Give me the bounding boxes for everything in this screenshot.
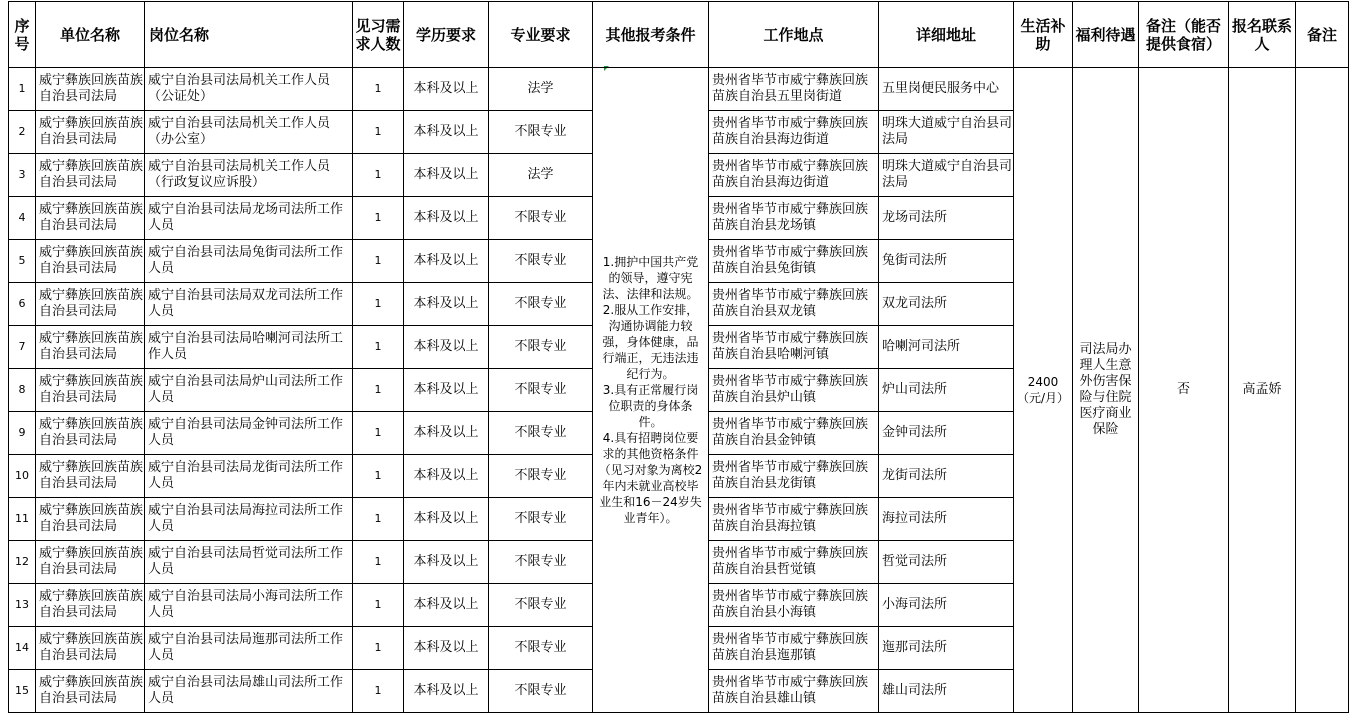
row-seq: 7: [9, 326, 36, 369]
row-headcount: 1: [353, 154, 404, 197]
row-unit: 威宁彝族回族苗族自治县司法局: [36, 670, 145, 713]
row-unit: 威宁彝族回族苗族自治县司法局: [36, 197, 145, 240]
row-work-place: 贵州省毕节市威宁彝族回族苗族自治县双龙镇: [709, 283, 879, 326]
condition-item: 1.拥护中国共产党的领导，遵守宪法、法律和法规。: [602, 255, 699, 301]
row-major: 法学: [489, 68, 593, 111]
row-headcount: 1: [353, 283, 404, 326]
row-post: 威宁自治县司法局哈喇河司法所工作人员: [145, 326, 353, 369]
row-headcount: 1: [353, 240, 404, 283]
row-address: 明珠大道威宁自治县司法局: [879, 154, 1014, 197]
row-education: 本科及以上: [404, 369, 489, 412]
recruitment-table: [8, 1, 1349, 713]
row-education: 本科及以上: [404, 670, 489, 713]
row-unit: 威宁彝族回族苗族自治县司法局: [36, 369, 145, 412]
row-post: 威宁自治县司法局兔街司法所工作人员: [145, 240, 353, 283]
remark-cell: [1296, 68, 1349, 713]
row-unit: 威宁彝族回族苗族自治县司法局: [36, 627, 145, 670]
row-address: 龙街司法所: [879, 455, 1014, 498]
row-headcount: 1: [353, 369, 404, 412]
row-headcount: 1: [353, 541, 404, 584]
header-edu: 学历要求: [404, 2, 489, 68]
row-headcount: 1: [353, 197, 404, 240]
header-place: 工作地点: [709, 2, 879, 68]
row-major: 不限专业: [489, 584, 593, 627]
row-post: 威宁自治县司法局机关工作人员（行政复议应诉股）: [145, 154, 353, 197]
row-headcount: 1: [353, 455, 404, 498]
header-unit: 单位名称: [36, 2, 145, 68]
row-headcount: 1: [353, 412, 404, 455]
row-address: 海拉司法所: [879, 498, 1014, 541]
condition-item: 3.具有正常履行岗位职责的身体条件。: [602, 383, 699, 429]
row-education: 本科及以上: [404, 240, 489, 283]
row-post: 威宁自治县司法局迤那司法所工作人员: [145, 627, 353, 670]
row-work-place: 贵州省毕节市威宁彝族回族苗族自治县海边街道: [709, 111, 879, 154]
row-address: 双龙司法所: [879, 283, 1014, 326]
header-addr: 详细地址: [879, 2, 1014, 68]
row-education: 本科及以上: [404, 283, 489, 326]
row-seq: 12: [9, 541, 36, 584]
row-work-place: 贵州省毕节市威宁彝族回族苗族自治县五里岗街道: [709, 68, 879, 111]
row-major: 不限专业: [489, 197, 593, 240]
row-work-place: 贵州省毕节市威宁彝族回族苗族自治县海拉镇: [709, 498, 879, 541]
table-row: [9, 68, 1349, 111]
row-seq: 3: [9, 154, 36, 197]
header-contact: 报名联系人: [1229, 2, 1296, 68]
row-address: 五里岗便民服务中心: [879, 68, 1014, 111]
row-major: 不限专业: [489, 412, 593, 455]
header-post: 岗位名称: [145, 2, 353, 68]
row-address: 炉山司法所: [879, 369, 1014, 412]
row-unit: 威宁彝族回族苗族自治县司法局: [36, 412, 145, 455]
row-post: 威宁自治县司法局机关工作人员（公证处）: [145, 68, 353, 111]
row-unit: 威宁彝族回族苗族自治县司法局: [36, 240, 145, 283]
row-address: 明珠大道威宁自治县司法局: [879, 111, 1014, 154]
row-headcount: 1: [353, 68, 404, 111]
row-post: 威宁自治县司法局海拉司法所工作人员: [145, 498, 353, 541]
row-seq: 13: [9, 584, 36, 627]
remark-meal-cell: 否: [1139, 68, 1229, 713]
row-address: 迤那司法所: [879, 627, 1014, 670]
header-other: 其他报考条件: [593, 2, 709, 68]
row-major: 不限专业: [489, 111, 593, 154]
row-work-place: 贵州省毕节市威宁彝族回族苗族自治县海边街道: [709, 154, 879, 197]
row-post: 威宁自治县司法局金钟司法所工作人员: [145, 412, 353, 455]
row-seq: 5: [9, 240, 36, 283]
row-seq: 10: [9, 455, 36, 498]
header-subsidy: 生活补助: [1014, 2, 1073, 68]
row-seq: 9: [9, 412, 36, 455]
row-major: 法学: [489, 154, 593, 197]
row-headcount: 1: [353, 584, 404, 627]
row-major: 不限专业: [489, 670, 593, 713]
row-work-place: 贵州省毕节市威宁彝族回族苗族自治县炉山镇: [709, 369, 879, 412]
row-address: 兔街司法所: [879, 240, 1014, 283]
row-post: 威宁自治县司法局双龙司法所工作人员: [145, 283, 353, 326]
row-post: 威宁自治县司法局哲觉司法所工作人员: [145, 541, 353, 584]
row-major: 不限专业: [489, 240, 593, 283]
table-body: [9, 68, 1349, 713]
row-post: 威宁自治县司法局龙街司法所工作人员: [145, 455, 353, 498]
row-work-place: 贵州省毕节市威宁彝族回族苗族自治县迤那镇: [709, 627, 879, 670]
contact-cell: 高孟娇: [1229, 68, 1296, 713]
row-work-place: 贵州省毕节市威宁彝族回族苗族自治县龙场镇: [709, 197, 879, 240]
row-major: 不限专业: [489, 541, 593, 584]
row-education: 本科及以上: [404, 498, 489, 541]
row-post: 威宁自治县司法局雄山司法所工作人员: [145, 670, 353, 713]
row-major: 不限专业: [489, 455, 593, 498]
row-seq: 11: [9, 498, 36, 541]
row-work-place: 贵州省毕节市威宁彝族回族苗族自治县金钟镇: [709, 412, 879, 455]
header-num: 见习需求人数: [353, 2, 404, 68]
row-post: 威宁自治县司法局龙场司法所工作人员: [145, 197, 353, 240]
condition-item: 4.具有招聘岗位要求的其他资格条件（见习对象为离校2年内未就业高校毕业生和16－24岁失业青年）。: [598, 431, 703, 525]
row-headcount: 1: [353, 627, 404, 670]
row-work-place: 贵州省毕节市威宁彝族回族苗族自治县兔街镇: [709, 240, 879, 283]
header-major: 专业要求: [489, 2, 593, 68]
row-work-place: 贵州省毕节市威宁彝族回族苗族自治县小海镇: [709, 584, 879, 627]
row-unit: 威宁彝族回族苗族自治县司法局: [36, 584, 145, 627]
row-education: 本科及以上: [404, 584, 489, 627]
row-major: 不限专业: [489, 369, 593, 412]
row-major: 不限专业: [489, 326, 593, 369]
row-post: 威宁自治县司法局炉山司法所工作人员: [145, 369, 353, 412]
row-education: 本科及以上: [404, 455, 489, 498]
row-headcount: 1: [353, 498, 404, 541]
row-unit: 威宁彝族回族苗族自治县司法局: [36, 541, 145, 584]
row-work-place: 贵州省毕节市威宁彝族回族苗族自治县雄山镇: [709, 670, 879, 713]
row-unit: 威宁彝族回族苗族自治县司法局: [36, 455, 145, 498]
row-work-place: 贵州省毕节市威宁彝族回族苗族自治县龙街镇: [709, 455, 879, 498]
header-seq: 序号: [9, 2, 36, 68]
row-address: 金钟司法所: [879, 412, 1014, 455]
condition-item: 2.服从工作安排，沟通协调能力较强，身体健康，品行端正，无违法违纪行为。: [602, 303, 699, 381]
header-row: [9, 2, 1349, 68]
header-remark-meal: 备注（能否提供食宿）: [1139, 2, 1229, 68]
row-education: 本科及以上: [404, 326, 489, 369]
row-education: 本科及以上: [404, 197, 489, 240]
row-education: 本科及以上: [404, 154, 489, 197]
row-address: 哈喇河司法所: [879, 326, 1014, 369]
header-welfare: 福利待遇: [1073, 2, 1139, 68]
row-seq: 14: [9, 627, 36, 670]
row-seq: 8: [9, 369, 36, 412]
row-seq: 2: [9, 111, 36, 154]
row-post: 威宁自治县司法局机关工作人员（办公室）: [145, 111, 353, 154]
row-address: 龙场司法所: [879, 197, 1014, 240]
row-seq: 15: [9, 670, 36, 713]
row-address: 小海司法所: [879, 584, 1014, 627]
row-headcount: 1: [353, 326, 404, 369]
row-work-place: 贵州省毕节市威宁彝族回族苗族自治县哲觉镇: [709, 541, 879, 584]
row-work-place: 贵州省毕节市威宁彝族回族苗族自治县哈喇河镇: [709, 326, 879, 369]
row-education: 本科及以上: [404, 68, 489, 111]
row-address: 雄山司法所: [879, 670, 1014, 713]
subsidy-cell: 2400（元/月）: [1014, 68, 1073, 713]
row-unit: 威宁彝族回族苗族自治县司法局: [36, 111, 145, 154]
row-education: 本科及以上: [404, 541, 489, 584]
row-unit: 威宁彝族回族苗族自治县司法局: [36, 326, 145, 369]
row-major: 不限专业: [489, 498, 593, 541]
header-remark: 备注: [1296, 2, 1349, 68]
row-address: 哲觉司法所: [879, 541, 1014, 584]
row-unit: 威宁彝族回族苗族自治县司法局: [36, 498, 145, 541]
row-seq: 4: [9, 197, 36, 240]
row-unit: 威宁彝族回族苗族自治县司法局: [36, 154, 145, 197]
row-education: 本科及以上: [404, 627, 489, 670]
row-education: 本科及以上: [404, 111, 489, 154]
row-major: 不限专业: [489, 627, 593, 670]
row-post: 威宁自治县司法局小海司法所工作人员: [145, 584, 353, 627]
row-major: 不限专业: [489, 283, 593, 326]
row-headcount: 1: [353, 670, 404, 713]
row-seq: 6: [9, 283, 36, 326]
row-education: 本科及以上: [404, 412, 489, 455]
row-seq: 1: [9, 68, 36, 111]
row-headcount: 1: [353, 111, 404, 154]
row-unit: 威宁彝族回族苗族自治县司法局: [36, 68, 145, 111]
welfare-cell: 司法局办理人生意外伤害保险与住院医疗商业保险: [1073, 68, 1139, 713]
row-unit: 威宁彝族回族苗族自治县司法局: [36, 283, 145, 326]
other-conditions-cell: [593, 68, 709, 713]
